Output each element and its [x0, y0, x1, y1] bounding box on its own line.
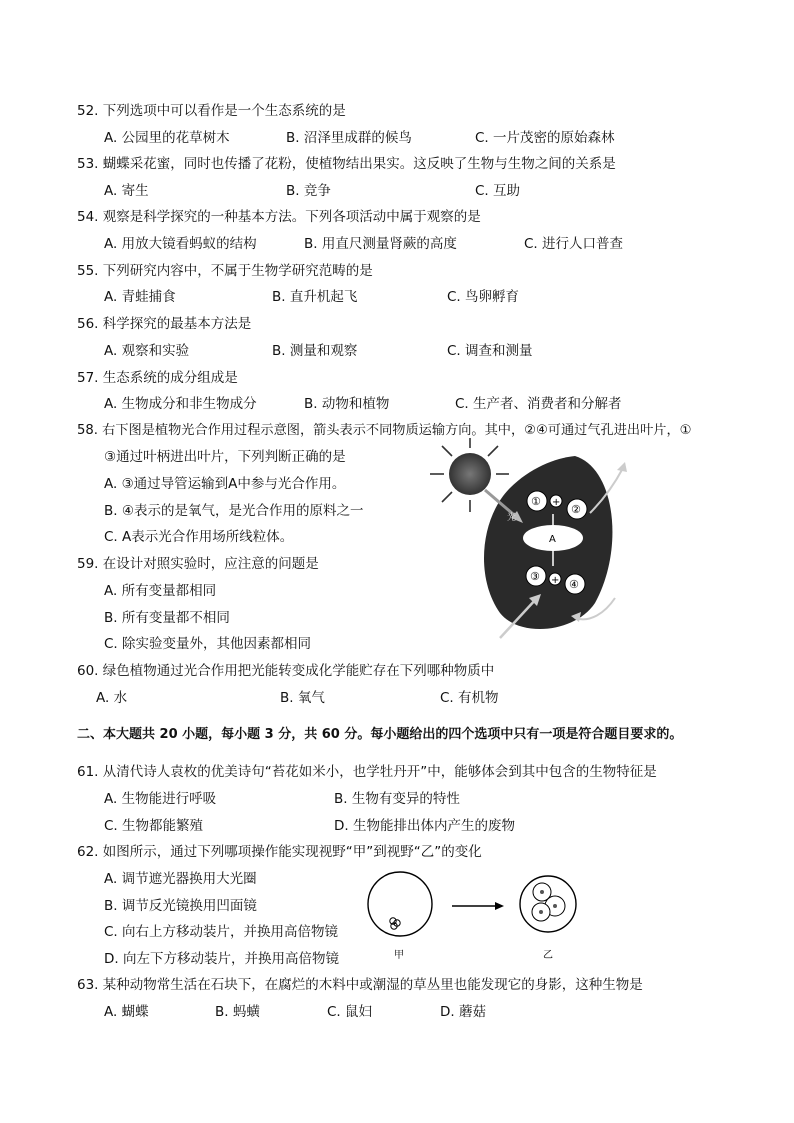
q57-option-c: C. 生产者、消费者和分解者: [455, 396, 622, 412]
q58-option-c: C. A表示光合作用场所线粒体。: [104, 529, 294, 545]
q54-option-b: B. 用直尺测量肾蕨的高度: [304, 236, 457, 252]
view-jia: [368, 872, 432, 961]
q61-option-a: A. 生物能进行呼吸: [104, 791, 217, 807]
q57-option-b: B. 动物和植物: [304, 396, 390, 412]
view-yi: [520, 876, 576, 961]
q63-option-d: D. 蘑菇: [440, 1004, 486, 1020]
q53-stem: 53. 蝴蝶采花蜜，同时也传播了花粉，使植物结出果实。这反映了生物与生物之间的关系是: [77, 156, 616, 172]
photosynthesis-leaf-diagram: [425, 438, 640, 643]
view-label-jia: 甲: [394, 950, 404, 961]
q52-option-c: C. 一片茂密的原始森林: [475, 130, 615, 146]
q63-option-a: A. 蝴蝶: [104, 1004, 149, 1020]
q58-option-a: A. ③通过导管运输到A中参与光合作用。: [104, 476, 346, 492]
diagram-label-4: ④: [569, 578, 579, 591]
q62-option-a: A. 调节遮光器换用大光圈: [104, 871, 257, 887]
microscope-view-diagram: [362, 862, 577, 962]
q62-stem: 62. 如图所示，通过下列哪项操作能实现视野“甲”到视野“乙”的变化: [77, 844, 482, 860]
q56-stem: 56. 科学探究的最基本方法是: [77, 316, 252, 332]
q61-option-c: C. 生物都能繁殖: [104, 818, 204, 834]
q54-option-a: A. 用放大镜看蚂蚁的结构: [104, 236, 257, 252]
q53-option-c: C. 互助: [475, 183, 521, 199]
diagram-label-2: ②: [571, 503, 581, 516]
q55-stem: 55. 下列研究内容中，不属于生物学研究范畴的是: [77, 263, 373, 279]
q62-option-b: B. 调节反光镜换用凹面镜: [104, 898, 257, 914]
q58-option-b: B. ④表示的是氧气，是光合作用的原料之一: [104, 503, 364, 519]
q57-stem: 57. 生态系统的成分组成是: [77, 370, 238, 386]
q60-option-c: C. 有机物: [440, 690, 499, 706]
light-label: 光: [507, 513, 517, 523]
q55-option-a: A. 青蛙捕食: [104, 289, 176, 305]
q59-option-a: A. 所有变量都相同: [104, 583, 217, 599]
section-2-heading: 二、本大题共 20 小题，每小题 3 分，共 60 分。每小题给出的四个选项中只有一项是符合题目要求的。: [77, 727, 683, 742]
q63-stem: 63. 某种动物常生活在石块下，在腐烂的木料中或潮湿的草丛里也能发现它的身影，这种生物是: [77, 977, 643, 993]
diagram-label-3: ③: [530, 570, 540, 583]
q60-stem: 60. 绿色植物通过光合作用把光能转变成化学能贮存在下列哪种物质中: [77, 663, 495, 679]
q59-option-c: C. 除实验变量外，其他因素都相同: [104, 636, 312, 652]
q58-stem-line1: 58. 右下图是植物光合作用过程示意图，箭头表示不同物质运输方向。其中，②④可通过气孔进出叶片，①: [77, 423, 692, 438]
diagram-label-a: A: [549, 534, 556, 545]
q56-option-c: C. 调查和测量: [447, 343, 533, 359]
q56-option-a: A. 观察和实验: [104, 343, 190, 359]
q52-option-a: A. 公园里的花草树木: [104, 130, 230, 146]
q58-stem-line2: ③通过叶柄进出叶片，下列判断正确的是: [104, 449, 346, 465]
q62-option-c: C. 向右上方移动装片，并换用高倍物镜: [104, 924, 339, 940]
q57-option-a: A. 生物成分和非生物成分: [104, 396, 257, 412]
q60-option-a: A. 水: [96, 690, 128, 706]
q59-stem: 59. 在设计对照实验时，应注意的问题是: [77, 556, 319, 572]
q61-option-d: D. 生物能排出体内产生的废物: [334, 818, 515, 834]
q54-stem: 54. 观察是科学探究的一种基本方法。下列各项活动中属于观察的是: [77, 209, 481, 225]
q60-option-b: B. 氧气: [280, 690, 325, 706]
q54-option-c: C. 进行人口普查: [524, 236, 624, 252]
q52-option-b: B. 沼泽里成群的候鸟: [286, 130, 412, 146]
view-label-yi: 乙: [543, 950, 553, 961]
q59-option-b: B. 所有变量都不相同: [104, 610, 230, 626]
q63-option-b: B. 蚂蟥: [215, 1004, 260, 1020]
q53-option-b: B. 竞争: [286, 183, 331, 199]
q63-option-c: C. 鼠妇: [327, 1004, 373, 1020]
q55-option-b: B. 直升机起飞: [272, 289, 358, 305]
diagram-label-1: ①: [531, 495, 541, 508]
q61-stem: 61. 从清代诗人袁枚的优美诗句“苔花如米小，也学牡丹开”中，能够体会到其中包含的生物特征是: [77, 764, 657, 780]
q62-option-d: D. 向左下方移动装片，并换用高倍物镜: [104, 951, 339, 967]
q61-option-b: B. 生物有变异的特性: [334, 791, 460, 807]
q56-option-b: B. 测量和观察: [272, 343, 358, 359]
q53-option-a: A. 寄生: [104, 183, 149, 199]
diagram-plus-bottom: +: [551, 575, 560, 586]
q55-option-c: C. 鸟卵孵育: [447, 289, 520, 305]
diagram-plus-top: +: [552, 497, 561, 508]
q52-stem: 52. 下列选项中可以看作是一个生态系统的是: [77, 103, 346, 119]
